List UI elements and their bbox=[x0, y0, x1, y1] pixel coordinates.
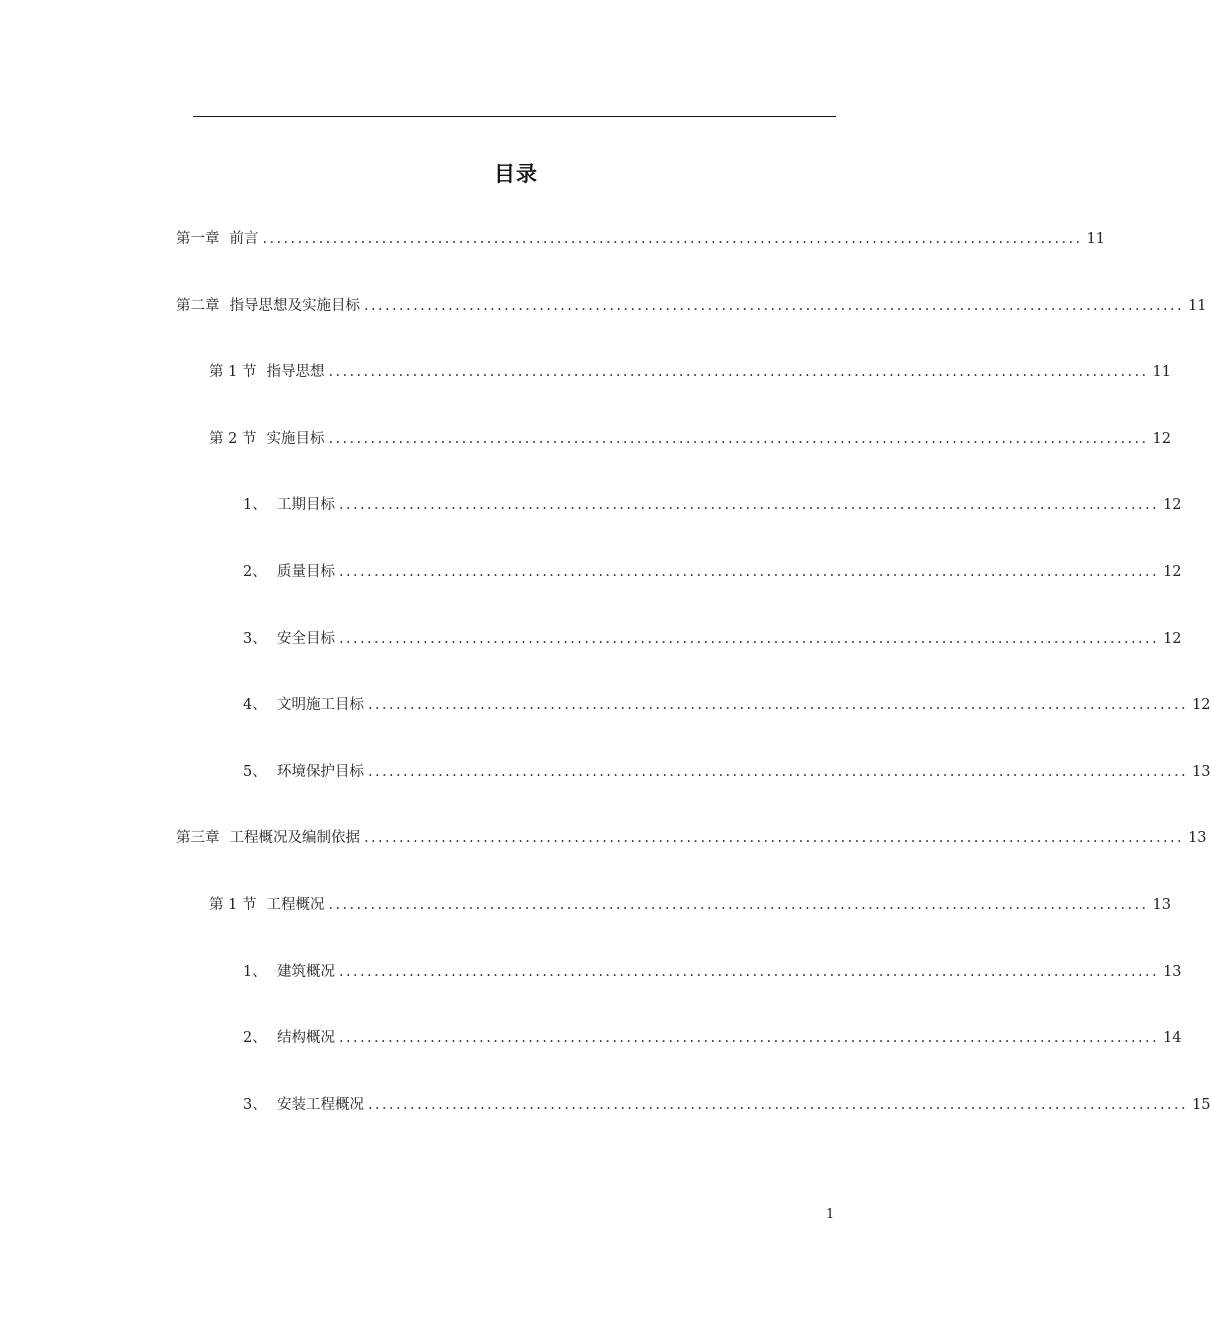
toc-dot-leader: ..................................................................................................................... bbox=[364, 297, 1185, 314]
toc-dot-leader: ..................................................................................................................... bbox=[339, 563, 1160, 580]
toc-entry-page: 12 bbox=[1163, 630, 1182, 647]
toc-entry-page: 12 bbox=[1163, 497, 1182, 514]
toc-dot-leader: ..................................................................................................................... bbox=[368, 763, 1189, 780]
toc-entry-title: 工程概况 bbox=[266, 896, 325, 913]
toc-entry-page: 11 bbox=[1152, 364, 1171, 381]
toc-entry-number: 第一章 bbox=[176, 231, 220, 247]
toc-entry-page: 14 bbox=[1163, 1030, 1182, 1047]
toc-entry[interactable] bbox=[0, 628, 1182, 695]
toc-entry-title: 安装工程概况 bbox=[277, 1096, 364, 1113]
toc-entry-page: 13 bbox=[1163, 963, 1182, 980]
toc-entry-title: 指导思想 bbox=[266, 364, 325, 381]
toc-dot-leader: ..................................................................................................................... bbox=[339, 963, 1160, 980]
toc-entry-title: 结构概况 bbox=[277, 1030, 335, 1047]
toc-dot-leader: ..................................................................................................................... bbox=[339, 630, 1160, 647]
toc-entry-page: 12 bbox=[1163, 563, 1182, 580]
toc-entry-page: 15 bbox=[1192, 1096, 1211, 1113]
toc-entry-number: 3、 bbox=[243, 1096, 267, 1113]
toc-entry-number: 2、 bbox=[243, 563, 267, 580]
toc-entry[interactable] bbox=[0, 961, 1182, 1028]
toc-entry-number: 第 2 节 bbox=[209, 430, 257, 447]
toc-dot-leader: ..................................................................................................................... bbox=[339, 1030, 1160, 1047]
toc-title: 目录 bbox=[494, 162, 538, 186]
toc-dot-leader: ..................................................................................................................... bbox=[262, 231, 1083, 247]
toc-entry-page: 12 bbox=[1192, 697, 1211, 714]
toc-entry-number: 第 1 节 bbox=[209, 364, 257, 381]
toc-entry-page: 12 bbox=[1152, 430, 1171, 447]
toc-entry[interactable] bbox=[0, 361, 1171, 428]
toc-entry-page: 13 bbox=[1192, 763, 1211, 780]
toc-entry[interactable] bbox=[0, 761, 1211, 828]
toc-entry-number: 4、 bbox=[243, 697, 267, 714]
toc-entry[interactable] bbox=[0, 295, 1207, 362]
toc-entry-number: 第 1 节 bbox=[209, 896, 257, 913]
toc-entry-page: 11 bbox=[1086, 231, 1106, 247]
toc-dot-leader: ..................................................................................................................... bbox=[328, 896, 1149, 913]
toc-entry[interactable] bbox=[0, 1094, 1211, 1161]
toc-entry-number: 2、 bbox=[243, 1030, 267, 1047]
toc-dot-leader: ..................................................................................................................... bbox=[328, 430, 1149, 447]
toc-entry[interactable] bbox=[0, 694, 1211, 761]
footer-page-number: 1 bbox=[826, 1207, 835, 1222]
toc-entry-title: 环境保护目标 bbox=[277, 763, 364, 780]
toc-dot-leader: ..................................................................................................................... bbox=[339, 497, 1160, 514]
toc-entry-title: 安全目标 bbox=[277, 630, 335, 647]
toc-entry-page: 13 bbox=[1188, 830, 1207, 847]
toc-entry-title: 指导思想及实施目标 bbox=[229, 297, 360, 314]
toc-entry-page: 13 bbox=[1152, 896, 1171, 913]
toc-entry-number: 3、 bbox=[243, 630, 267, 647]
toc-entry[interactable] bbox=[0, 1027, 1182, 1094]
toc-entry-title: 建筑概况 bbox=[277, 963, 335, 980]
toc-entry-title: 质量目标 bbox=[277, 563, 335, 580]
toc-entry-title: 文明施工目标 bbox=[277, 697, 364, 714]
toc-entry-title: 工程概况及编制依据 bbox=[229, 830, 360, 847]
toc-dot-leader: ..................................................................................................................... bbox=[368, 1096, 1189, 1113]
toc-entry-number: 第二章 bbox=[176, 297, 220, 314]
toc-entry-page: 11 bbox=[1188, 297, 1207, 314]
toc-dot-leader: ..................................................................................................................... bbox=[328, 364, 1149, 381]
toc-entry[interactable] bbox=[0, 494, 1182, 561]
toc-entry-title: 实施目标 bbox=[266, 430, 325, 447]
toc-list bbox=[0, 228, 1211, 1160]
toc-dot-leader: ..................................................................................................................... bbox=[364, 830, 1185, 847]
toc-entry[interactable] bbox=[0, 827, 1207, 894]
toc-entry-number: 1、 bbox=[243, 497, 267, 514]
toc-dot-leader: ..................................................................................................................... bbox=[368, 697, 1189, 714]
toc-entry-number: 第三章 bbox=[176, 830, 220, 847]
toc-entry-number: 5、 bbox=[243, 763, 267, 780]
toc-entry[interactable] bbox=[0, 894, 1171, 961]
toc-entry[interactable] bbox=[0, 561, 1182, 628]
header-rule bbox=[193, 116, 836, 117]
toc-entry[interactable] bbox=[0, 228, 1106, 295]
toc-entry-title: 工期目标 bbox=[277, 497, 335, 514]
toc-entry-title: 前言 bbox=[229, 231, 259, 247]
toc-entry[interactable] bbox=[0, 428, 1171, 495]
toc-entry-number: 1、 bbox=[243, 963, 267, 980]
